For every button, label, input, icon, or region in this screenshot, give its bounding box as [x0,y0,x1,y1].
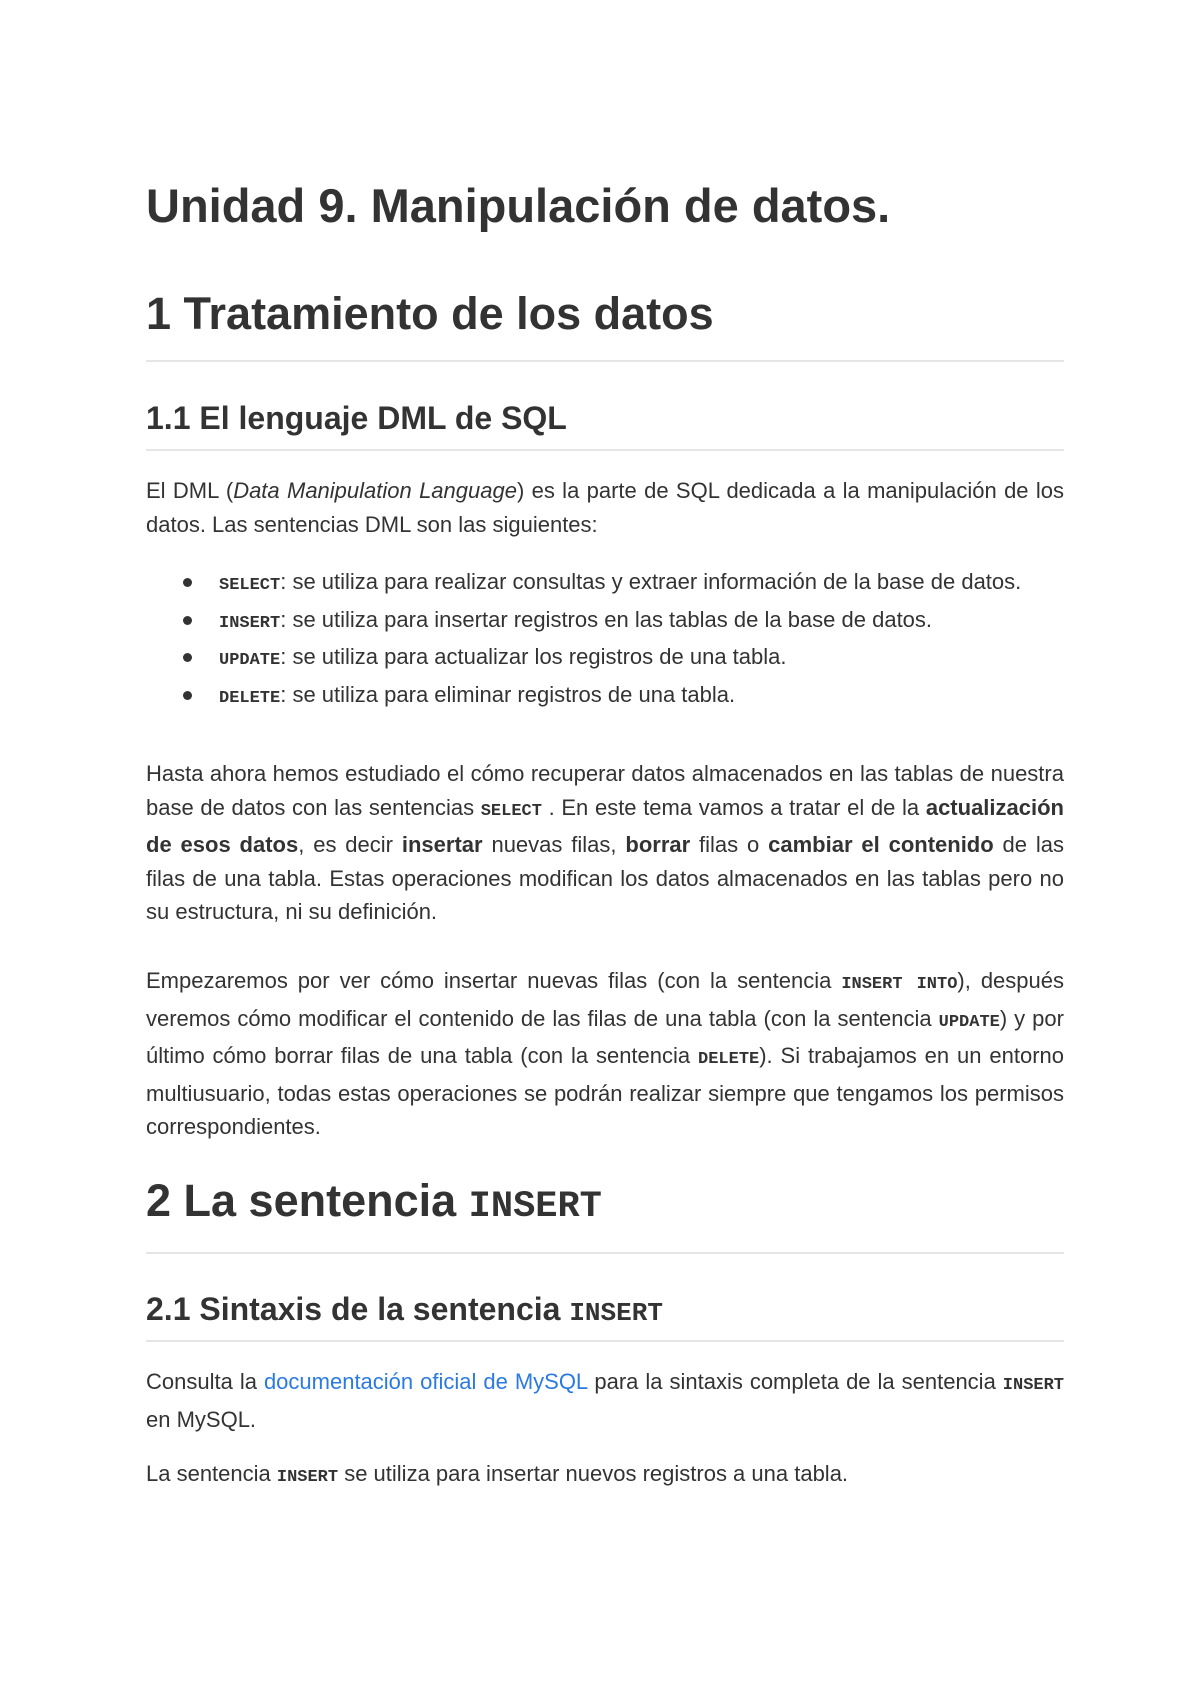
section-2-heading: 2 La sentencia INSERT [146,1175,602,1228]
bullet-icon [183,616,192,625]
code-insert: INSERT [1002,1376,1065,1395]
code-select: SELECT [219,576,281,595]
code-update: UPDATE [938,1012,1000,1032]
code-select: SELECT [480,801,542,821]
code-insert: INSERT [219,613,281,633]
list-item: DELETE: se utiliza para eliminar registros de una tabla. [146,678,1064,716]
section-1-heading: 1 Tratamiento de los datos [146,288,714,339]
update-intro-paragraph: Hasta ahora hemos estudiado el cómo recuperar datos almacenados en las tablas de nuestra base de datos con las sentencias SELECT . En este tema vamos a tratar el de la actualización de esos datos, es decir insertar nuevas filas, borrar filas o cambiar el contenido de las filas de una tabla. Estas operaciones modifican los datos almacenados en las tablas pero no su estructura, ni su definición. [146,761,1065,924]
section-1-rule [146,360,1064,362]
code-delete: DELETE [698,1050,760,1069]
mysql-docs-link[interactable]: documentación oficial de MySQL [263,1369,588,1394]
list-item: INSERT: se utiliza para insertar registros en las tablas de la base de datos. [146,603,1064,641]
section-2-rule [146,1252,1064,1254]
section-1-1-heading: 1.1 El lenguaje DML de SQL [146,400,567,436]
overview-paragraph: Empezaremos por ver cómo insertar nuevas filas (con la sentencia INSERT INTO), después veremos cómo modificar el contenido de las filas de una tabla (con la sentencia UPDATE) y por último cómo borrar filas de una tabla (con la sentencia DELETE). Si trabajamos en un entorno multiusuario, todas estas operaciones se podrán realizar siempre que tengamos los permisos correspondientes. [146,968,1065,1139]
list-item: SELECT: se utiliza para realizar consultas y extraer información de la base de datos. [146,565,1064,603]
section-2-1-heading: 2.1 Sintaxis de la sentencia INSERT [146,1291,663,1328]
insert-description-paragraph: La sentencia INSERT se utiliza para insertar nuevos registros a una tabla. [146,1461,849,1487]
dml-term: Data Manipulation Language [233,478,517,503]
bullet-icon [183,653,192,662]
document-title: Unidad 9. Manipulación de datos. [146,179,891,232]
bullet-icon [183,578,192,587]
code-insert: INSERT [276,1468,339,1487]
section-1-1-rule [146,449,1064,451]
section-2-1-rule [146,1340,1064,1342]
bullet-icon [183,691,192,700]
syntax-reference-paragraph: Consulta la documentación oficial de MySQL para la sintaxis completa de la sentencia INSERT en MySQL. [146,1369,1065,1432]
code-insert-into: INSERT INTO [841,975,958,994]
list-item: UPDATE: se utiliza para actualizar los registros de una tabla. [146,640,1064,678]
dml-statements-list [146,565,1064,715]
dml-intro-paragraph: El DML (Data Manipulation Language) es la parte de SQL dedicada a la manipulación de los datos. Las sentencias DML son las siguientes: [146,478,1064,537]
code-update: UPDATE [219,651,281,670]
code-delete: DELETE [219,688,281,708]
